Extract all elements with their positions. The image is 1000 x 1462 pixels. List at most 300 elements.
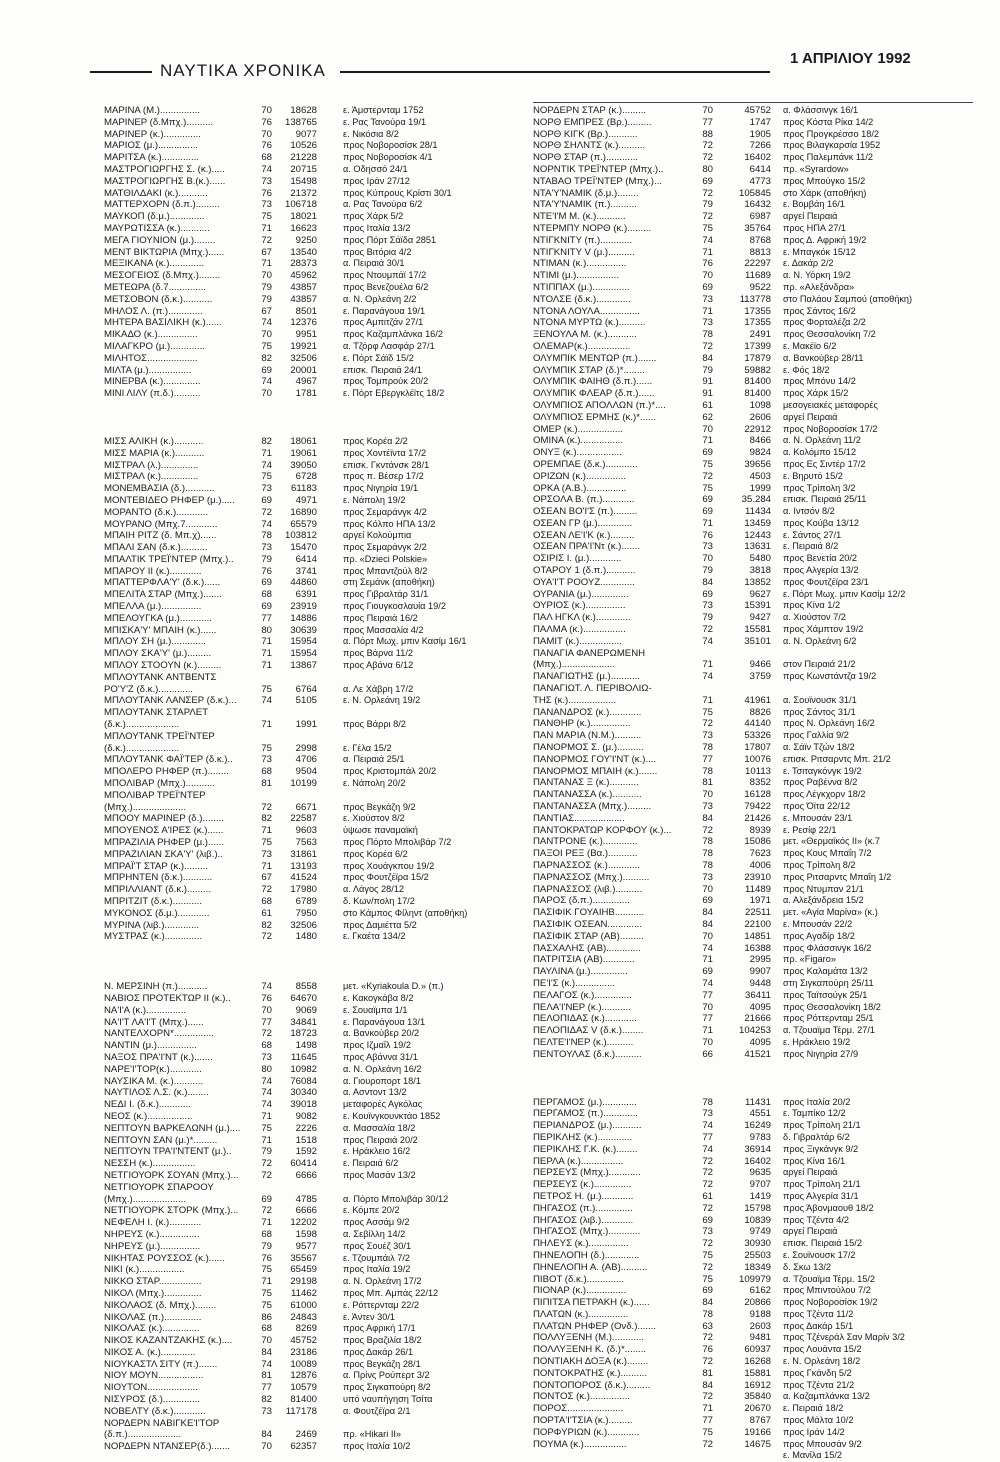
tonnage: 35764	[744, 222, 771, 234]
ship-name: ΜΑΣΤΡΟΓΙΩΡΓΗΣ Β.(κ.)......	[104, 175, 226, 187]
ship-name: ΟΣΙΡΙΣ Ι. (μ.)............	[533, 553, 622, 565]
ship-name: ΝΙΚΟΛΑΟΣ (δ. Μπχ.)........	[104, 1299, 217, 1311]
ship-row	[533, 919, 978, 931]
build-year: 70	[261, 128, 272, 140]
ship-location: α. Ασντοντ 13/2	[343, 1087, 407, 1098]
build-year: 91	[702, 376, 713, 388]
ship-row	[104, 176, 524, 188]
ship-location: α. Ιντσόν 8/2	[783, 506, 835, 517]
build-year: 77	[702, 1415, 713, 1427]
ship-location: προς Βιτόρια 4/2	[343, 246, 412, 257]
ship-row	[104, 105, 524, 117]
build-year: 72	[702, 211, 713, 223]
tonnage: 9951	[295, 329, 317, 341]
build-year: 69	[702, 1214, 713, 1226]
build-year: 71	[261, 860, 272, 872]
build-year: 79	[702, 565, 713, 577]
build-year: 69	[261, 364, 272, 376]
tonnage: 9069	[295, 1004, 317, 1016]
build-year: 76	[261, 992, 272, 1004]
ship-row	[533, 306, 978, 318]
build-year: 70	[702, 930, 713, 942]
ship-row	[104, 270, 524, 282]
ship-row	[533, 129, 978, 141]
tonnage: 17399	[744, 340, 771, 352]
ship-row	[104, 519, 524, 531]
ship-name: ΜΙΣΣ ΑΛΙΚΗ (κ.)...........	[104, 435, 204, 447]
build-year: 70	[261, 1335, 272, 1347]
tonnage: 2491	[749, 329, 771, 341]
build-year: 79	[702, 364, 713, 376]
ship-name: ΝΕΤΓΙΟΥΟΡΚ ΣΠΑΡΟΟΥ	[104, 1181, 214, 1193]
build-year: 69	[702, 506, 713, 518]
tonnage: 44140	[744, 718, 771, 730]
ship-location: προς Ιταλία 19/2	[343, 1264, 411, 1275]
ship-location: αργεί Πειραιά	[783, 411, 838, 422]
ship-location: ε. Άντεν 30/1	[343, 1311, 396, 1322]
ship-row	[533, 400, 978, 412]
tonnage: 28373	[290, 258, 317, 270]
ship-location: α. Ν. Ορλεάνη 16/2	[343, 1063, 422, 1074]
build-year: 71	[702, 694, 713, 706]
ship-location: προς Κορέα 6/2	[343, 848, 408, 859]
tonnage: 6666	[295, 1169, 317, 1181]
ship-location: προς Ιζμαΐλ 19/2	[343, 1040, 411, 1051]
ship-location: πρ. «Dzieci Polskie»	[343, 553, 428, 564]
ship-location: α. Βανκούβερ 20/2	[343, 1028, 420, 1039]
ship-name: ΠΑΜΙΤ (κ.)................	[533, 635, 622, 647]
ship-row	[533, 270, 978, 282]
ship-name: ΜΑΡΙΤΣΑ (κ.)..............	[104, 152, 199, 164]
ship-row	[104, 258, 524, 270]
ship-row	[533, 836, 978, 848]
ship-location: μετ. «Θερμαϊκός ΙΙ» (κ.7	[783, 836, 881, 847]
build-year: 73	[702, 317, 713, 329]
tonnage: 79422	[744, 801, 771, 813]
ship-row	[533, 1013, 978, 1025]
ship-location: στη Σιγκαπούρη 25/11	[783, 977, 874, 988]
ship-row	[104, 1253, 524, 1265]
ship-name: ΜΠΛΟΥΤΑΝΚ ΣΤΑΡΛΕΤ	[104, 707, 209, 719]
ship-name: (Μπχ.)....................	[533, 659, 616, 671]
ship-row	[533, 730, 978, 742]
ship-name	[533, 1450, 690, 1462]
tonnage: 21372	[290, 187, 317, 199]
build-year: 72	[702, 1179, 713, 1191]
ship-location: ε. Μπαγκόκ 15/12	[783, 246, 856, 257]
tonnage: 15954	[290, 648, 317, 660]
ship-name: ΜΠΛΟΥΤΑΝΚ ΑΝΤΒΕΝΤΣ	[104, 671, 217, 683]
tonnage: 1592	[295, 1146, 317, 1158]
build-year: 81	[702, 777, 713, 789]
ship-location: προς Πόρτο Μπολιβάρ 7/2	[343, 837, 452, 848]
ship-row	[104, 1111, 524, 1123]
build-year: 69	[261, 601, 272, 613]
ship-row	[104, 1005, 524, 1017]
build-year: 82	[261, 435, 272, 447]
ship-location	[317, 1182, 524, 1194]
build-year: 67	[261, 305, 272, 317]
ship-location: δ. Σκω 13/2	[783, 1261, 831, 1272]
ship-location: προς Σεμαράνγκ 4/2	[343, 506, 427, 517]
ship-location: ε. Μπουσάν 23/1	[783, 812, 853, 823]
tonnage: 61000	[290, 1299, 317, 1311]
build-year: 69	[702, 281, 713, 293]
ship-location: ε. Τζουμπάιλ 7/2	[343, 1252, 410, 1263]
page-header-title: ΝΑΥΤΙΚΑ ΧΡΟΝΙΚΑ	[160, 61, 326, 80]
build-year: 73	[261, 754, 272, 766]
ship-row	[104, 1028, 524, 1040]
tonnage: 59882	[744, 364, 771, 376]
tonnage: 6728	[295, 471, 317, 483]
ship-location	[317, 731, 524, 743]
tonnage: 17879	[744, 352, 771, 364]
ship-name: (Μπχ.)....................	[104, 801, 187, 813]
ship-location: ε. Νάπολη 20/2	[343, 778, 406, 789]
build-year: 91	[702, 388, 713, 400]
ship-location: στη Σεμάνκ (αποθήκη)	[343, 577, 435, 588]
build-year: 72	[702, 1356, 713, 1368]
ship-row	[104, 1123, 524, 1135]
ship-location: α. Λε Χάβρη 17/2	[343, 683, 414, 694]
tonnage: 6764	[295, 683, 317, 695]
build-year: 72	[702, 470, 713, 482]
ship-location: επισκ. Πειραιά 15/2	[783, 1238, 862, 1249]
ship-location: α. Οδησσό 24/1	[343, 163, 408, 174]
ship-row	[104, 931, 524, 943]
ship-row	[533, 541, 978, 553]
build-year: 72	[702, 1155, 713, 1167]
ship-name: ΠΕΡΙΑΝΔΡΟΣ (μ.)...........	[533, 1120, 642, 1132]
tonnage: 6789	[295, 896, 317, 907]
tonnage: 2606	[749, 411, 771, 423]
ship-name: ΝΕΣΣΗ (κ.)................	[104, 1158, 196, 1170]
ship-location: προς Νιγηρία 19/1	[343, 483, 419, 494]
ship-name: ΠΑΝΑΓΙΑ ΦΑΝΕΡΩΜΕΝΗ	[533, 647, 646, 659]
ship-location: ε. Ν. Ορλεάνη 18/2	[783, 1356, 861, 1367]
tonnage: 16268	[744, 1356, 771, 1368]
build-year: 80	[261, 1063, 272, 1075]
ship-row	[533, 188, 978, 200]
tonnage: 41961	[744, 694, 771, 706]
build-year: 71	[261, 222, 272, 234]
ship-location: προς Ν. Ορλεάνη 16/2	[783, 718, 875, 729]
ship-row	[533, 1049, 978, 1061]
build-year: 78	[702, 1308, 713, 1320]
ship-row	[104, 625, 524, 637]
tonnage: 36914	[744, 1143, 771, 1155]
build-year: 84	[702, 1297, 713, 1309]
ship-name: ΜΠΛΟΥΤΑΝΚ ΤΡΕΪ'ΝΤΕΡ	[104, 730, 215, 742]
ship-name: ΟΥΡΑΝΙΑ (μ.)..............	[533, 588, 629, 600]
ship-name: ΝΙΚΟΛ (Μπχ.)..............	[104, 1287, 202, 1299]
ship-name: ΝΤΙΜΙ (μ.)................	[533, 270, 620, 282]
build-year: 78	[702, 860, 713, 871]
build-year: 68	[261, 589, 272, 601]
ship-location: ε. Άμστερνταμ 1752	[343, 105, 424, 115]
tonnage: 3818	[749, 565, 771, 577]
ship-location: προς Ασσάμ 9/2	[343, 1217, 410, 1228]
ship-name: ΟΛΥΜΠΙΟΣ ΕΡΜΗΣ (κ.)*......	[533, 411, 656, 423]
ship-row	[533, 329, 978, 341]
ship-row	[533, 199, 978, 211]
ship-name: ΟΤΑΡΟΥ 1 (δ.π.)...........	[533, 565, 636, 577]
ship-row	[104, 1217, 524, 1229]
build-year: 61	[702, 399, 713, 411]
build-year: 71	[261, 1110, 272, 1122]
ship-name: ΠΑΝΑΝΔΡΟΣ (κ.)............	[533, 706, 642, 718]
build-year: 70	[702, 553, 713, 565]
tonnage: 13867	[290, 660, 317, 672]
ship-row	[533, 376, 978, 388]
ship-location: επισκ. Πειραιά 24/1	[343, 364, 422, 375]
build-year: 69	[261, 494, 272, 506]
build-year	[250, 790, 272, 802]
ship-location: α. Μασσαλία 18/2	[343, 1122, 416, 1133]
ship-row	[533, 931, 978, 943]
tonnage: 41521	[744, 1048, 771, 1060]
ship-location: προς Γιβραλτάρ 31/1	[343, 589, 429, 600]
build-year: 73	[702, 600, 713, 612]
ship-row	[533, 553, 978, 565]
build-year: 75	[702, 706, 713, 718]
ship-name: ΜΕΓΑ ΓΙΟΥΝΙΟΝ (μ.)........	[104, 234, 216, 246]
ship-row	[104, 471, 524, 483]
build-year	[250, 731, 272, 743]
tonnage	[272, 1182, 317, 1194]
build-year: 78	[702, 848, 713, 860]
ship-row	[533, 341, 978, 353]
tonnage: 16623	[290, 222, 317, 234]
ship-row	[104, 1312, 524, 1324]
ship-row	[104, 566, 524, 578]
tonnage: 17355	[744, 317, 771, 329]
ship-row	[533, 1391, 978, 1403]
ship-location: ε. Νάπολη 19/2	[343, 494, 406, 505]
ship-row	[104, 813, 524, 825]
build-year: 71	[261, 660, 272, 672]
ship-row	[533, 801, 978, 813]
ship-row	[104, 152, 524, 164]
ship-row	[533, 707, 978, 719]
ship-location: προς Βάρρι 8/2	[343, 719, 406, 730]
ship-location: υπό ναυπήγηση Τσίτα	[343, 1394, 433, 1405]
build-year: 76	[261, 565, 272, 577]
ship-location: ε. Σουαϊμπα 1/1	[343, 1004, 408, 1015]
ship-location: α. Πειραιά 30/1	[343, 258, 405, 269]
ship-location: προς Ιράν 14/2	[783, 1426, 845, 1437]
build-year: 71	[702, 246, 713, 258]
tonnage: 8768	[749, 234, 771, 246]
build-year: 74	[261, 518, 272, 530]
build-year: 70	[261, 388, 272, 400]
build-year: 80	[702, 163, 713, 175]
tonnage: 10113	[745, 765, 771, 777]
ship-row	[533, 1144, 978, 1156]
build-year: 75	[702, 1273, 713, 1285]
ship-row	[533, 1403, 978, 1415]
ship-row	[533, 1321, 978, 1333]
tonnage: 10982	[290, 1063, 317, 1075]
ship-name: ΠΑΝΘΗΡ (κ.)...............	[533, 718, 631, 730]
ship-row	[533, 990, 978, 1002]
ship-name: ΞΕΝΟΥΛΑ Μ. (κ.)...........	[533, 329, 637, 341]
tonnage: 65579	[290, 518, 317, 530]
listing-section	[533, 1097, 978, 1462]
ship-name: ΟΡΕΜΠΑΕ (δ.κ.)............	[533, 458, 638, 470]
tonnage: 12202	[290, 1217, 317, 1229]
build-year	[250, 672, 272, 684]
ship-location: προς Ντουμπάϊ 17/2	[343, 270, 427, 281]
ship-row	[533, 1167, 978, 1179]
tonnage: 4785	[295, 1193, 317, 1205]
build-year: 70	[261, 1441, 272, 1453]
ship-name: ΜΟΡΑΝΤΟ (δ.κ.)............	[104, 506, 209, 518]
ship-location: προς Ραβέννα 8/2	[783, 777, 858, 788]
build-year: 74	[261, 981, 272, 993]
tonnage: 15470	[290, 542, 317, 554]
tonnage: 11489	[745, 883, 771, 895]
ship-name: ΝΟΡΝΤΙΚ ΤΡΕΪ'ΝΤΕΡ (Μπχ.)..	[533, 163, 664, 175]
ship-name: ΟΛΕΜΑΡ(κ.)................	[533, 340, 631, 352]
ship-location: α. Ν. Ορλεάνη 6/2	[783, 635, 857, 646]
ship-name: ΟΝΥΞ (κ.).................	[533, 447, 622, 459]
build-year: 73	[702, 293, 713, 305]
ship-name: (Μπχ.)....................	[104, 1193, 187, 1205]
build-year: 68	[261, 1040, 272, 1052]
ship-name: ΝΕΤΓΙΟΥΟΡΚ ΣΤΟΡΚ (Μπχ.)...	[104, 1205, 239, 1217]
ship-location: προς Αμπιτζάν 27/1	[343, 317, 424, 328]
ship-row	[104, 306, 524, 318]
tonnage: 1518	[295, 1134, 317, 1146]
ship-row	[104, 861, 524, 873]
ship-location: προς Τομπρούκ 20/2	[343, 376, 429, 387]
ship-location: αργεί Πειραιά	[783, 1226, 838, 1237]
ship-name: ΜΙΛΤΑ (μ.)................	[104, 364, 192, 376]
ship-row	[533, 624, 978, 636]
ship-name: ΝΙΚΟΣ ΚΑΖΑΝΤΖΑΚΗΣ (κ.)....	[104, 1335, 233, 1347]
ship-name: ΜΑΥΡΩΤΙΣΣΑ (κ.)...........	[104, 222, 210, 234]
listing-section	[104, 436, 524, 943]
build-year: 74	[261, 1099, 272, 1111]
ship-name: ΜΙΣΤΡΑΛ (κ.)..............	[104, 471, 199, 483]
tonnage: 1991	[295, 719, 317, 731]
ship-location: προς ΗΠΑ 27/1	[783, 222, 846, 233]
ship-name: ΜΕΤΕΩΡΑ (δ.7..............	[104, 281, 206, 293]
ship-name: ΠΕΛΟΠΙΔΑΣ V (δ.κ.)........	[533, 1025, 644, 1037]
ship-name: ΝΟΡΔΕΡΝ ΝΑΒΙΓΚΕ'Ι'ΤΟΡ	[104, 1417, 220, 1429]
ship-row	[533, 530, 978, 542]
ship-row	[104, 1382, 524, 1394]
build-year: 88	[702, 128, 713, 140]
tonnage: 39018	[290, 1099, 317, 1111]
build-year: 71	[261, 1276, 272, 1288]
ship-row	[533, 1025, 978, 1037]
tonnage: 4967	[295, 376, 317, 388]
ship-location: προς Χοντέϊντα 17/2	[343, 447, 427, 458]
ship-name: ΜΠΙΣΚΑ'Υ' ΜΠΑΙΗ (κ.)......	[104, 624, 217, 636]
ship-name: ΠΕΛΟΠΙΔΑΣ (κ.)............	[533, 1013, 637, 1025]
tonnage: 9635	[749, 1167, 771, 1179]
tonnage: 11462	[291, 1287, 317, 1299]
build-year: 70	[261, 270, 272, 282]
ship-name: ΠΕΛΑ'Ι'ΝΕΡ (κ.)...........	[533, 1001, 631, 1013]
ship-name: ΜΥΣΤΡΑΣ (κ.)..............	[104, 931, 203, 943]
ship-location: μετ. «Αγία Μαρίνα» (κ.)	[783, 907, 878, 918]
ship-location: προς Κριστομπάλ 20/2	[343, 766, 437, 777]
tonnage: 61183	[291, 483, 317, 495]
ship-location: ε. Νικόσια 8/2	[343, 128, 399, 139]
build-year: 71	[261, 447, 272, 459]
build-year: 74	[702, 234, 713, 246]
tonnage	[272, 1418, 317, 1430]
ship-name: ΝΙΚΗΤΑΣ ΡΟΥΣΣΟΣ (κ.)......	[104, 1252, 225, 1264]
ship-name: ΝΟΡΔΕΡΝ ΣΤΑΡ (κ.).........	[533, 105, 647, 116]
ship-location: προς Βεγκάζη 28/1	[343, 1358, 421, 1369]
ship-location: προς Μάλτα 10/2	[783, 1415, 854, 1426]
ship-location: προς Βεγκάζη 9/2	[343, 801, 416, 812]
tonnage: 106718	[284, 199, 317, 211]
ship-location: α. Αλεξάνδρεια 15/2	[783, 895, 864, 906]
build-year: 73	[261, 199, 272, 211]
ship-location: ε. Ρόττερνταμ 22/2	[343, 1299, 420, 1310]
ship-location: στον Πειραιά 21/2	[783, 659, 856, 670]
tonnage: 12876	[290, 1370, 317, 1382]
tonnage: 2469	[295, 1429, 317, 1441]
ship-location: ύψωσε παναμαϊκή	[343, 825, 418, 836]
build-year: 72	[702, 718, 713, 730]
build-year: 74	[702, 942, 713, 954]
tonnage: 19166	[744, 1426, 771, 1438]
ship-name: ΠΑΥΛΙΝΑ (μ.)..............	[533, 966, 628, 978]
tonnage: 14886	[290, 612, 317, 624]
tonnage: 8269	[295, 1323, 317, 1335]
build-year: 84	[702, 812, 713, 824]
ship-location: προς Γαλλία 9/2	[783, 730, 849, 741]
ship-row	[104, 117, 524, 129]
build-year: 78	[261, 530, 272, 542]
ship-location: προς π. Βέσερ 17/2	[343, 471, 424, 482]
ship-name: ΝΑΞΟΣ ΠΡΑ'Ι'ΝΤ (κ.).......	[104, 1051, 213, 1063]
ship-name: ΜΕΝΤ ΒΙΚΤΩΡΙΑ (Μπχ.)......	[104, 246, 225, 258]
ship-row	[533, 884, 978, 896]
tonnage: 9427	[749, 612, 771, 624]
ship-name: ΝΕΦΕΛΗ Ι. (κ.)............	[104, 1217, 202, 1229]
ship-row	[104, 235, 524, 247]
ship-location: προς Νιγηρία 27/9	[783, 1048, 859, 1059]
tonnage: 36411	[745, 989, 771, 1001]
ship-row	[104, 660, 524, 672]
ship-location	[771, 683, 978, 695]
ship-row	[533, 789, 978, 801]
build-year: 72	[702, 1202, 713, 1214]
ship-name: ΝΑΒΙΟΣ ΠΡΟΤΕΚΤΩΡ ΙΙ (κ.)..	[104, 992, 231, 1004]
build-year: 72	[702, 1261, 713, 1273]
build-year: 79	[261, 553, 272, 565]
ship-row	[104, 448, 524, 460]
ship-location: ε. Μπουσάν 22/2	[783, 918, 853, 929]
tonnage: 4503	[749, 470, 771, 482]
ship-location: ε. Κόμπε 20/2	[343, 1205, 400, 1216]
tonnage: 13631	[744, 541, 771, 553]
ship-row	[104, 731, 524, 743]
ship-row	[533, 860, 978, 872]
ship-location: προς Κύπρους Κρίστι 30/1	[343, 187, 452, 198]
build-year: 74	[261, 1087, 272, 1099]
ship-location: προς Μπούγκο 15/2	[783, 175, 866, 186]
ship-row	[533, 1262, 978, 1274]
build-year: 73	[261, 848, 272, 860]
